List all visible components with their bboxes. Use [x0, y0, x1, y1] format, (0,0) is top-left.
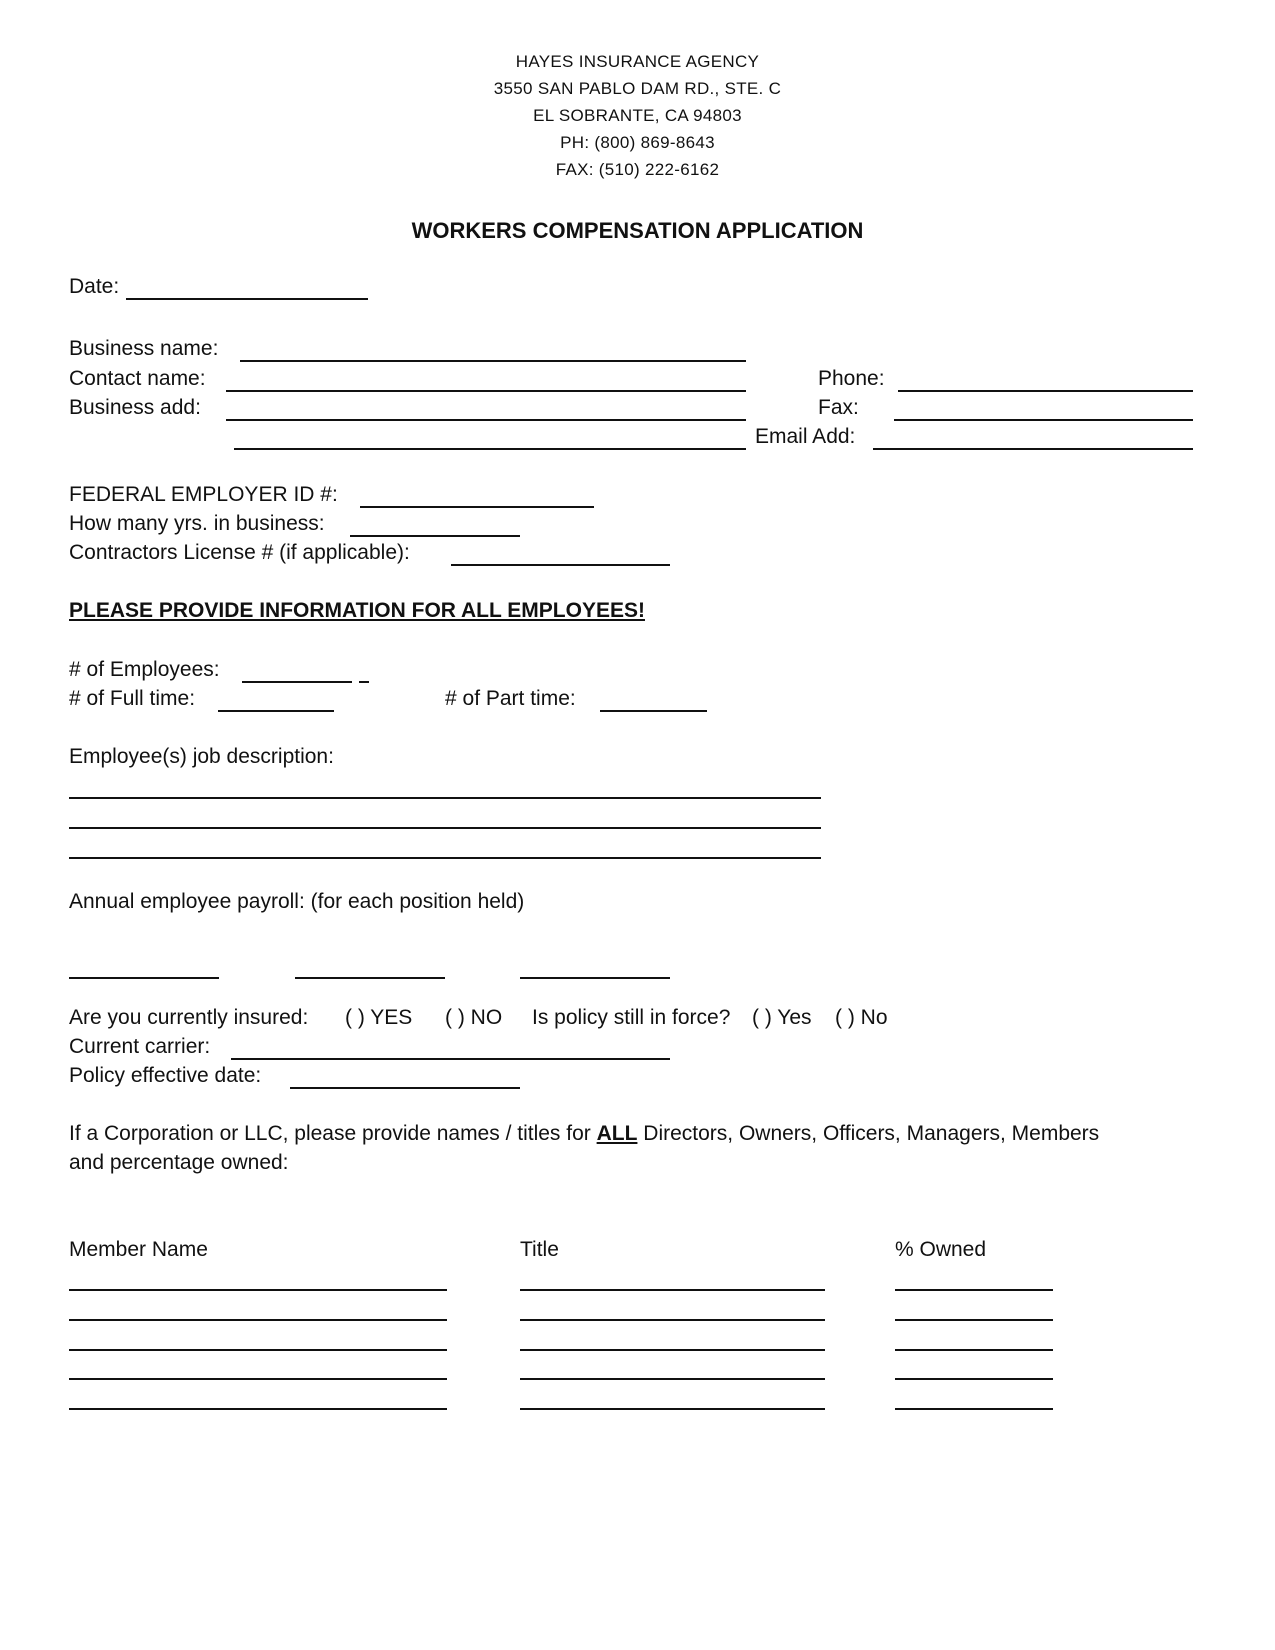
- num-employees-label: # of Employees:: [69, 658, 220, 681]
- payroll-field-3[interactable]: [520, 977, 670, 979]
- part-time-label: # of Part time:: [445, 687, 576, 710]
- currently-insured-label: Are you currently insured:: [69, 1006, 309, 1029]
- email-field[interactable]: [873, 448, 1193, 450]
- fein-label: FEDERAL EMPLOYER ID #:: [69, 483, 338, 506]
- corporation-note-pre: If a Corporation or LLC, please provide names / titles for: [69, 1122, 597, 1145]
- corporation-note-all: ALL: [596, 1122, 638, 1145]
- member-percent-field[interactable]: [895, 1289, 1053, 1291]
- title-header: Title: [520, 1238, 559, 1261]
- contractors-license-label: Contractors License # (if applicable):: [69, 541, 410, 564]
- job-description-line-2[interactable]: [69, 827, 821, 829]
- job-description-line-1[interactable]: [69, 797, 821, 799]
- job-description-line-3[interactable]: [69, 857, 821, 859]
- agency-address-line1: 3550 SAN PABLO DAM RD., STE. C: [493, 79, 782, 98]
- phone-label: Phone:: [818, 367, 885, 390]
- current-carrier-label: Current carrier:: [69, 1035, 211, 1058]
- policy-in-force-label: Is policy still in force?: [532, 1006, 731, 1029]
- payroll-field-2[interactable]: [295, 977, 445, 979]
- business-address-field[interactable]: [226, 419, 746, 421]
- fax-field[interactable]: [894, 419, 1193, 421]
- business-name-label: Business name:: [69, 337, 219, 360]
- insured-no-option[interactable]: ( ) NO: [445, 1006, 503, 1029]
- agency-address-line2: EL SOBRANTE, CA 94803: [533, 106, 742, 125]
- email-label: Email Add:: [755, 425, 856, 448]
- policy-effective-date-field[interactable]: [290, 1087, 520, 1089]
- phone-field[interactable]: [898, 390, 1193, 392]
- all-employees-heading: PLEASE PROVIDE INFORMATION FOR ALL EMPLOYEES!: [69, 599, 645, 622]
- member-title-field[interactable]: [520, 1289, 825, 1291]
- fein-field[interactable]: [360, 506, 594, 508]
- date-field[interactable]: [126, 298, 368, 300]
- current-carrier-field[interactable]: [231, 1058, 670, 1060]
- years-in-business-label: How many yrs. in business:: [69, 512, 325, 535]
- member-percent-field[interactable]: [895, 1319, 1053, 1321]
- member-name-field[interactable]: [69, 1319, 447, 1321]
- member-name-field[interactable]: [69, 1289, 447, 1291]
- member-name-field[interactable]: [69, 1349, 447, 1351]
- member-name-header: Member Name: [69, 1238, 208, 1261]
- contractors-license-field[interactable]: [451, 564, 670, 566]
- form-title: WORKERS COMPENSATION APPLICATION: [411, 218, 864, 243]
- corporation-note-post: Directors, Owners, Officers, Managers, Members: [637, 1122, 1100, 1145]
- policy-effective-date-label: Policy effective date:: [69, 1064, 262, 1087]
- part-time-field[interactable]: [600, 710, 707, 712]
- member-percent-field[interactable]: [895, 1349, 1053, 1351]
- corporation-note-line2: and percentage owned:: [69, 1151, 289, 1174]
- contact-name-label: Contact name:: [69, 367, 206, 390]
- member-name-field[interactable]: [69, 1408, 447, 1410]
- years-in-business-field[interactable]: [350, 535, 520, 537]
- policy-yes-option[interactable]: ( ) Yes: [752, 1006, 812, 1029]
- member-percent-field[interactable]: [895, 1378, 1053, 1380]
- member-title-field[interactable]: [520, 1378, 825, 1380]
- agency-name: HAYES INSURANCE AGENCY: [515, 52, 760, 71]
- agency-phone: PH: (800) 869-8643: [560, 133, 715, 152]
- policy-no-option[interactable]: ( ) No: [835, 1006, 888, 1029]
- full-time-field[interactable]: [218, 710, 334, 712]
- business-address-field-line2[interactable]: [234, 448, 746, 450]
- date-label: Date:: [69, 275, 120, 298]
- payroll-label: Annual employee payroll: (for each position held): [69, 890, 525, 913]
- business-address-label: Business add:: [69, 396, 201, 419]
- member-percent-field[interactable]: [895, 1408, 1053, 1410]
- agency-fax: FAX: (510) 222-6162: [555, 160, 720, 179]
- job-description-label: Employee(s) job description:: [69, 745, 334, 768]
- full-time-label: # of Full time:: [69, 687, 196, 710]
- member-title-field[interactable]: [520, 1319, 825, 1321]
- member-name-field[interactable]: [69, 1378, 447, 1380]
- business-name-field[interactable]: [240, 360, 746, 362]
- fax-label: Fax:: [818, 396, 859, 419]
- member-title-field[interactable]: [520, 1408, 825, 1410]
- member-title-field[interactable]: [520, 1349, 825, 1351]
- corporation-note: [69, 1121, 1099, 1147]
- num-employees-field[interactable]: [242, 681, 352, 683]
- insured-yes-option[interactable]: ( ) YES: [345, 1006, 413, 1029]
- contact-name-field[interactable]: [226, 390, 746, 392]
- payroll-field-1[interactable]: [69, 977, 219, 979]
- num-employees-field-tail: [359, 681, 369, 683]
- percent-owned-header: % Owned: [895, 1238, 987, 1261]
